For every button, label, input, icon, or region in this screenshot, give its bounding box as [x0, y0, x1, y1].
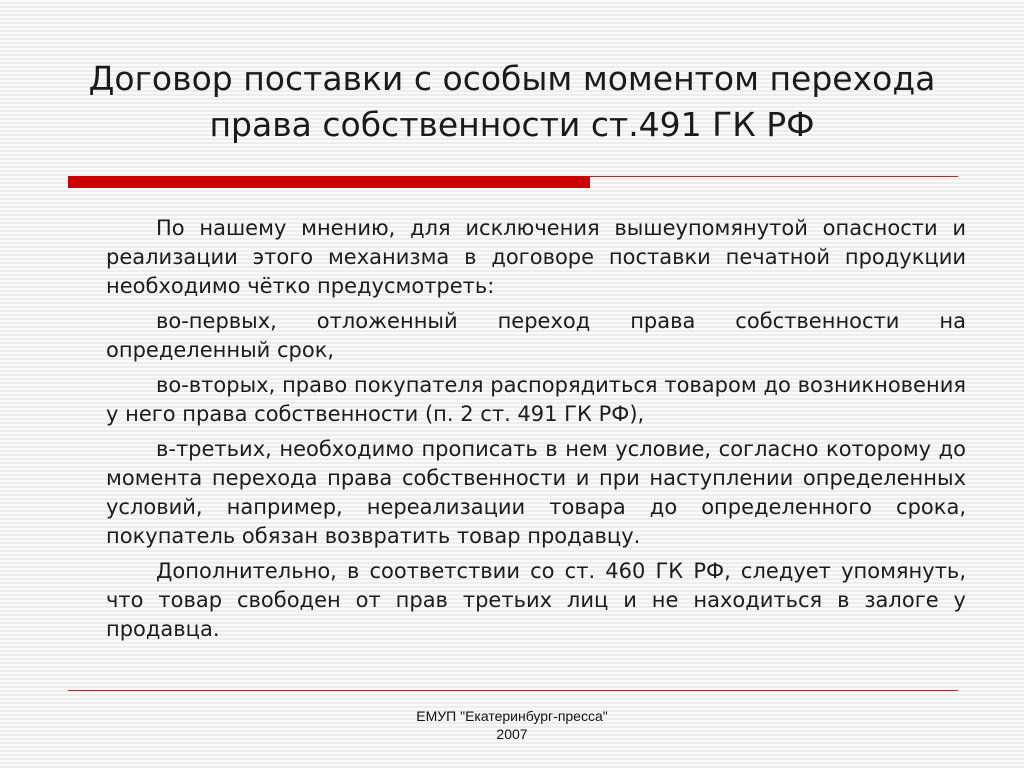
footer-divider	[68, 690, 958, 691]
slide-body	[106, 214, 966, 650]
footer-year: 2007	[496, 726, 528, 742]
paragraph-first-point: во-первых, отложенный переход права собственности на определенный срок,	[106, 309, 966, 362]
title-line-1: Договор поставки с особым моментом перехода	[88, 59, 936, 98]
paragraph-third-point: в-третьих, необходимо прописать в нем условие, согласно которому до момента перехода права собственности и при наступлении определенных условий, например, нереализации товара до определенного срока, покупатель обязан возвратить товар продавцу.	[106, 437, 966, 548]
slide-title	[40, 56, 984, 148]
footer-organization: ЕМУП "Екатеринбург-пресса"	[416, 708, 608, 724]
paragraph-second-point: во-вторых, право покупателя распорядиться товаром до возникновения у него права собственности (п. 2 ст. 491 ГК РФ),	[106, 373, 966, 426]
paragraph-intro: По нашему мнению, для исключения вышеупомянутой опасности и реализации этого механизма в договоре поставки печатной продукции необходимо чётко предусмотреть:	[106, 216, 966, 298]
title-line-2: права собственности ст.491 ГК РФ	[209, 105, 815, 144]
paragraph-additional: Дополнительно, в соответствии со ст. 460 ГК РФ, следует упомянуть, что товар свободен от прав третьих лиц и не находиться в залоге у продавца.	[106, 559, 966, 641]
title-accent-line	[590, 176, 958, 177]
title-accent-bar	[68, 176, 590, 188]
slide-footer	[0, 707, 1024, 743]
